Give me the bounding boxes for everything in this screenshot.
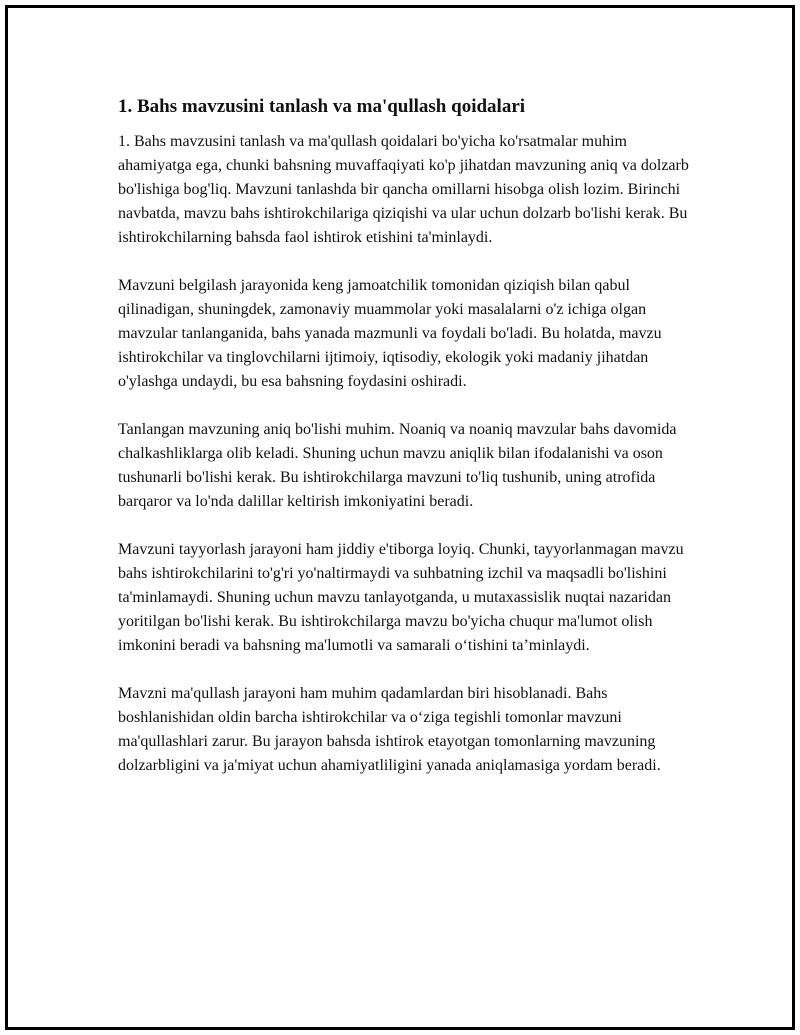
paragraph-1: 1. Bahs mavzusini tanlash va ma'qullash qoidalari bo'yicha ko'rsatmalar muhim ahamiyatga ega, chunki bahsning muvaffaqiyati ko'p jihatdan mavzuning aniq va dolzarb bo'lishiga bog'liq. Mavzuni tanlashda bir qancha omillarni hisobga olish lozim. Birinchi navbatda, mavzu bahs ishtirokchilariga qiziqishi va ular uchun dolzarb bo'lishi kerak. Bu ishtirokchilarning bahsda faol ishtirok etishini ta'minlaydi.	[118, 133, 689, 246]
document-heading: 1. Bahs mavzusini tanlash va ma'qullash qoidalari	[118, 96, 526, 117]
paragraph-3: Tanlangan mavzuning aniq bo'lishi muhim. Noaniq va noaniq mavzular bahs davomida chalkashliklarga olib keladi. Shuning uchun mavzu aniqlik bilan ifodalanishi va oson tushunarli bo'lishi kerak. Bu ishtirokchilarga mavzuni to'liq tushunib, uning atrofida barqaror va lo'nda dalillar keltirish imkoniyatini beradi.	[118, 421, 677, 510]
paragraph-2: Mavzuni belgilash jarayonida keng jamoatchilik tomonidan qiziqish bilan qabul qilinadigan, shuningdek, zamonaviy muammolar yoki masalalarni o'z ichiga olgan mavzular tanlanganida, bahs yanada mazmunli va foydali bo'ladi. Bu holatda, mavzu ishtirokchilar va tinglovchilarni ijtimoiy, iqtisodiy, ekologik yoki madaniy jihatdan o'ylashga undaydi, bu esa bahsning foydasini oshiradi.	[118, 277, 662, 390]
paragraph-4: Mavzuni tayyorlash jarayoni ham jiddiy e'tiborga loyiq. Chunki, tayyorlanmagan mavzu bahs ishtirokchilarini to'g'ri yo'naltirmaydi va suhbatning izchil va maqsadli bo'lishini ta'minlamaydi. Shuning uchun mavzu tanlayotganda, u mutaxassislik nuqtai nazaridan yoritilgan bo'lishi kerak. Bu ishtirokchilarga mavzu bo'yicha chuqur ma'lumot olish imkonini beradi va bahsning ma'lumotli va samarali o‘tishini ta’minlaydi.	[118, 541, 684, 654]
paragraph-5: Mavzni ma'qullash jarayoni ham muhim qadamlardan biri hisoblanadi. Bahs boshlanishidan oldin barcha ishtirokchilar va o‘ziga tegishli tomonlar mavzuni ma'qullashlari zarur. Bu jarayon bahsda ishtirok etayotgan tomonlarning mavzuning dolzarbligini va ja'miyat uchun ahamiyatliligini yanada aniqlamasiga yordam beradi.	[118, 685, 661, 774]
document-body	[118, 94, 690, 802]
